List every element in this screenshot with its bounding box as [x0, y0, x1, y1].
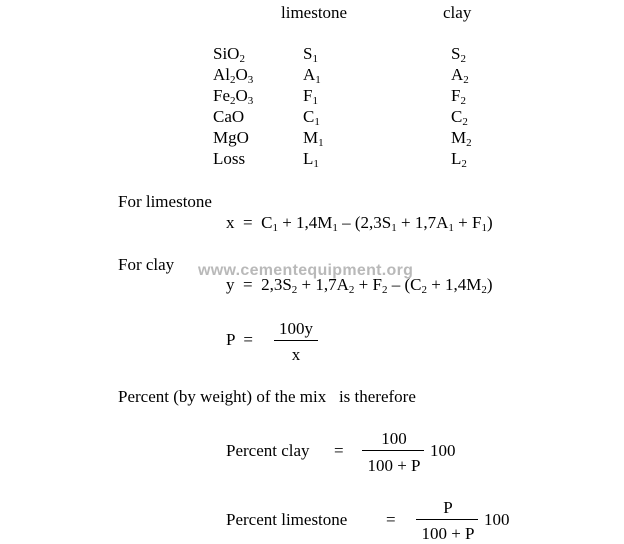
limestone-c1: $C_1$: [303, 107, 320, 128]
clay-f2: $F_2$: [451, 86, 466, 107]
percent-limestone-factor: 100: [484, 510, 510, 529]
p-lhs: P =: [226, 330, 253, 349]
p-fraction-bar: [274, 340, 318, 341]
percent-limestone-label: Percent limestone: [226, 510, 348, 529]
clay-c2: $C_2$: [451, 107, 468, 128]
clay-equation: $y = 2,3S_2 + 1,7A_2 + F_2 - (C_2 + 1,4M_2)$: [226, 275, 493, 296]
percent-clay-factor: 100: [430, 441, 456, 460]
clay-s2: $S_2$: [451, 44, 466, 65]
limestone-a1: $A_1$: [303, 65, 321, 86]
limestone-m1: $M_1$: [303, 128, 324, 149]
percent-clay-numerator: 100: [381, 429, 407, 448]
oxide-al2o3: $Al_2O_3$: [213, 65, 254, 86]
watermark: www.cementequipment.org: [198, 262, 414, 279]
percent-clay-fraction-bar: [362, 450, 424, 451]
header-limestone: limestone: [281, 3, 348, 22]
percent-clay-equals: =: [334, 441, 344, 460]
percent-limestone-equals: =: [386, 510, 396, 529]
limestone-equation: $x = C_1 + 1,4M_1 - (2,3S_1 + 1,7A_1 + F_1)$: [226, 213, 493, 234]
oxide-fe2o3: $Fe_2O_3$: [213, 86, 254, 107]
header-clay: clay: [443, 3, 472, 22]
limestone-l1: $L_1$: [303, 149, 319, 170]
clay-l2: $L_2$: [451, 149, 467, 170]
clay-a2: $A_2$: [451, 65, 469, 86]
clay-m2: $M_2$: [451, 128, 472, 149]
p-denominator: x: [291, 345, 301, 364]
percent-clay-label: Percent clay: [226, 441, 310, 460]
oxide-sio2: SiO$_2$: [213, 44, 245, 65]
limestone-heading: For limestone: [118, 192, 212, 211]
percent-limestone-numerator: P: [443, 498, 453, 517]
oxide-loss: Loss: [213, 149, 246, 168]
limestone-f1: $F_1$: [303, 86, 318, 107]
oxide-mgo: MgO: [213, 128, 249, 147]
percent-limestone-fraction-bar: [416, 519, 478, 520]
percent-limestone-denominator: 100 + P: [421, 524, 475, 543]
p-numerator: 100y: [279, 319, 313, 338]
limestone-s1: $S_1$: [303, 44, 318, 65]
percent-intro: Percent (by weight) of the mix is therefore: [118, 387, 416, 406]
clay-heading: For clay: [118, 255, 175, 274]
oxide-cao: CaO: [213, 107, 245, 126]
percent-clay-denominator: 100 + P: [367, 456, 421, 475]
